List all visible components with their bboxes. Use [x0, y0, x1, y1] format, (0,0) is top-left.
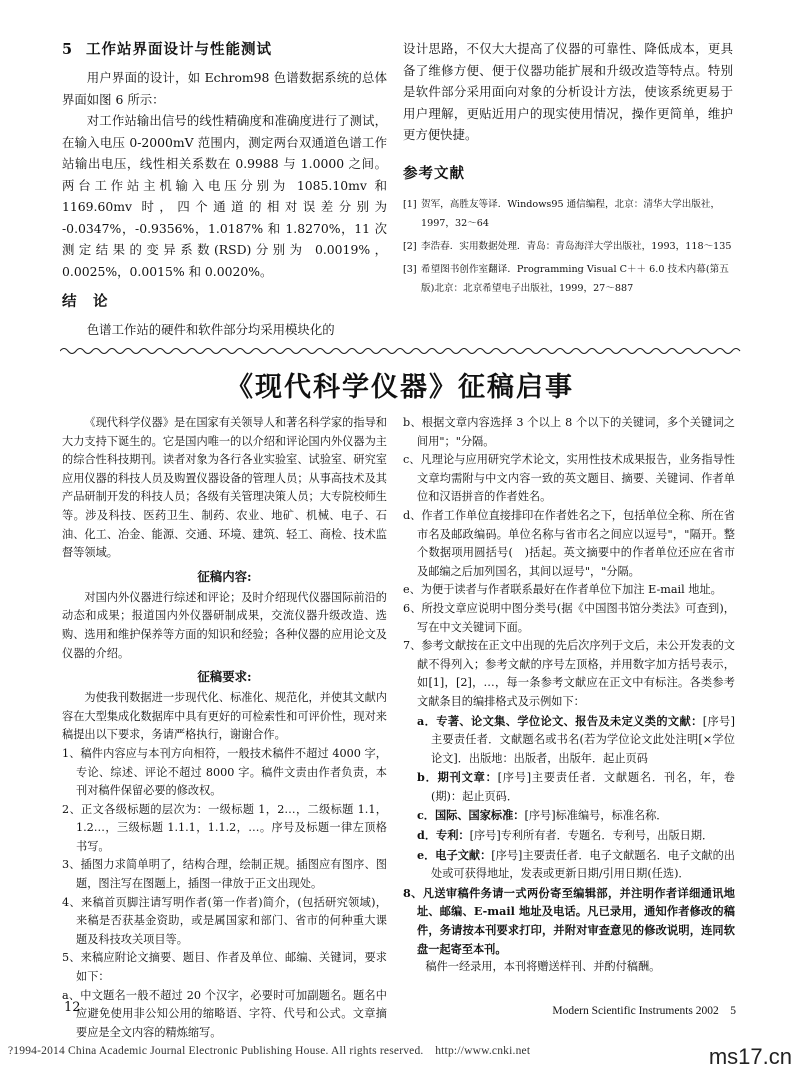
requirement-subitem-c: c、凡理论与应用研究学术论文，实用性技术成果报告，业务指导性文章均需附与中文内容一致的英文题目、摘要、关键词、作者单位和汉语拼音的作者姓名。 [403, 453, 735, 504]
ref-format-item [403, 826, 735, 846]
reference-item [403, 195, 733, 233]
ref-format-text: [序号]主要责任者．文献题名．刊名，年，卷(期)：起止页码． [431, 771, 735, 803]
requirement-subitem-a: a、中文题名一般不超过 20 个汉字，必要时可加副题名。题名中应避免使用非公知公用的缩略语、字符、代号和公式。文章摘要应是全文内容的精炼缩写。 [62, 988, 387, 1039]
copyright-line: ?1994-2014 China Academic Journal Electronic Publishing House. All rights reserved. http://www.cnki.net [8, 1045, 531, 1057]
journal-running-footer: Modern Scientific Instruments 2002 5 [552, 1005, 736, 1017]
ref-format-text: [序号]专利所有者．专题名．专利号，出版日期． [469, 829, 714, 843]
ref-format-label: e．电子文献： [417, 847, 492, 862]
reference-text: 贺军，高胜友等译．Windows95 通信编程，北京：清华大学出版社，1997，32～64 [421, 198, 721, 229]
requirement-item-submission: 8、凡送审稿件务请一式两份寄至编辑部，并注明作者详细通讯地址、邮编、E-mail 地址及电话。凡已录用，通知作者修改的稿件，务请按本刊要求打印，并附对审查意见的修改说明，连同软盘一起寄至本刊。 [403, 885, 735, 956]
ref-format-text: [序号]主要责任者．电子文献题名．电子文献的出处或可获得地址，发表或更新日期/引用日期(任选)． [431, 848, 735, 881]
requirement-item: 3、插图力求简单明了，结构合理，绘制正规。插图应有图序、图题，图注写在图题上，插图一律放于正文出现处。 [62, 858, 387, 891]
content-text: 对国内外仪器进行综述和评论；及时介绍现代仪器国际前沿的动态和成果；报道国内外仪器研制成果，交流仪器升级改造、选购、选用和维护保养等方面的知识和经验；各种仪器的应用论文及仪器的介绍。 [62, 590, 387, 660]
content-heading: 征稿内容: [197, 568, 252, 584]
reference-item [403, 260, 733, 298]
page-number: 12 [64, 1000, 81, 1015]
reference-number: [2] [403, 240, 417, 252]
requirement-subitem-e: e、为便于读者与作者联系最好在作者单位下加注 E-mail 地址。 [403, 583, 722, 597]
ref-format-item [403, 768, 735, 806]
ref-format-text: [序号]主要责任者．文献题名或书名(若为学位论文此处注明[×学位论文]．出版地：出版者，出版年．起止页码 [431, 714, 735, 765]
requirement-subitem-d: d、作者工作单位直接排印在作者姓名之下，包括单位全称、所在省市名及邮政编码。单位名称与省市名之间应以逗号"，"隔开。整个数据项用圆括号( )括起。英文摘要中的作者单位还应在省市及邮编之后加列国名，其间以逗号"，"分隔。 [403, 508, 735, 578]
reference-number: [1] [403, 198, 417, 210]
requirement-item: 1、稿件内容应与本刊方向相符，一般技术稿件不超过 4000 字，专论、综述、评论不超过 8000 字。稿件文责由作者负责，本刊对稿件保留必要的修改权。 [62, 746, 387, 798]
notice-right-column [403, 414, 735, 977]
ref-format-item [403, 846, 735, 884]
requirements-intro: 为使我刊数据进一步现代化、标准化、规范化，并使其文献内容在大型集成化数据库中具有更好的可检索性和可评价性，现对来稿提出以下要求，务请严格执行，谢谢合作。 [62, 691, 387, 742]
notice-left-column [62, 414, 387, 1042]
references-heading: 参考文献 [403, 164, 465, 182]
watermark: ms17.cn [708, 1044, 792, 1069]
requirement-item: 6、所投文章应说明中图分类号(据《中国图书馆分类法》可查到)，写在中文关键词下面。 [403, 601, 735, 634]
section-5-heading [62, 38, 387, 59]
section-number: 5 [62, 41, 74, 58]
ref-format-item [403, 806, 735, 826]
ref-format-label: d．专利： [417, 828, 470, 843]
requirement-item: 5、来稿应附论文摘要、题目、作者及单位、邮编、关键词，要求如下： [62, 951, 387, 984]
requirement-item: 4、来稿首页脚注请写明作者(第一作者)简介，(包括研究领域)，来稿是否获基金资助，或是属国家和部门、省市的何种重大课题及科技攻关项目等。 [62, 895, 387, 946]
ref-format-label: a．专著、论文集、学位论文、报告及未定义类的文献： [417, 713, 703, 728]
section-title: 工作站界面设计与性能测试 [86, 41, 272, 58]
wavy-divider [60, 346, 742, 356]
paragraph-conclusion: 色谱工作站的硬件和软件部分均采用模块化的 [86, 322, 335, 337]
conclusion-heading: 结 论 [62, 293, 109, 310]
requirement-subitem-b: b、根据文章内容选择 3 个以上 8 个以下的关键词，多个关键词之间用"；"分隔。 [403, 416, 735, 448]
requirements-heading: 征稿要求: [197, 669, 252, 685]
ref-format-label: c．国际、国家标准： [417, 808, 525, 823]
reference-text: 李浩春．实用数据处理．青岛：青岛海洋大学出版社，1993，118～135 [421, 240, 732, 252]
closing-note: 稿件一经录用，本刊将赠送样刊、并酌付稿酬。 [425, 960, 661, 974]
reference-item [403, 237, 733, 256]
paragraph-ui-design: 用户界面的设计，如 Echrom98 色谱数据系统的总体界面如图 6 所示： [62, 70, 387, 107]
paragraph-conclusion-cont: 设计思路，不仅大大提高了仪器的可靠性、降低成本，更具备了维修方便、便于仪器功能扩展和升级改造等特点。特别是软件部分采用面向对象的分析设计方法，使该系统更易于用户理解，更贴近用户的现实使用情况，操作更简单，维护更方便快捷。 [403, 41, 733, 142]
notice-title: 《现代科学仪器》征稿启事 [226, 372, 574, 403]
reference-number: [3] [403, 263, 417, 275]
reference-text: 希望图书创作室翻译．Programming Visual C＋＋ 6.0 技术内幕(第五版)北京：北京希望电子出版社，1999，27～887 [421, 263, 729, 294]
top-left-column [62, 38, 387, 341]
ref-format-item [403, 712, 735, 769]
ref-format-label: b．期刊文章： [417, 770, 498, 785]
ref-format-text: [序号]标准编号，标准名称． [524, 809, 668, 823]
paragraph-test-results: 对工作站输出信号的线性精确度和准确度进行了测试，在输入电压 0-2000mV 范围内，测定两台双通道色谱工作站输出电压，线性相关系数在 0.9988 与 1.0000 之间。两台工作站主机输入电压分别为 1085.10mv 和 1169.60mv 时，四个通道的相对误差分别为 -0.0347%，-0.9356%，1.0187% 和 1.8270%，11 次测定结果的变异系数(RSD)分别为 0.0019%，0.0025%，0.0015% 和 0.0020%。 [62, 113, 387, 279]
requirement-item: 2、正文各级标题的层次为：一级标题 1，2…，二级标题 1.1，1.2…，三级标题 1.1.1，1.1.2，…。序号及标题一律左顶格书写。 [62, 802, 387, 853]
notice-intro: 《现代科学仪器》是在国家有关领导人和著名科学家的指导和大力支持下诞生的。它是国内唯一的以介绍和评论国内外仪器为主的综合性科技期刊。读者对象为各行各业实验室、试验室、研究室应用仪器的科技人员及购置仪器设备的管理人员；从事高技术及其产品研制开发的科技人员；各级有关管理决策人员；大专院校师生等。涉及科技、医药卫生、制药、农业、地矿、机械、电子、石油、化工、冶金、能源、交通、环境、建筑、轻工、商检、技术监督等领域。 [62, 416, 387, 560]
top-right-column [403, 38, 733, 302]
requirement-item: 7、参考文献按在正文中出现的先后次序列于文后，未公开发表的文献不得列入；参考文献的序号左顶格，并用数字加方括号表示，如[1]，[2]，…，每一条参考文献应在正文中有标注。各类参考文献条目的编排格式及示例如下： [403, 639, 735, 708]
